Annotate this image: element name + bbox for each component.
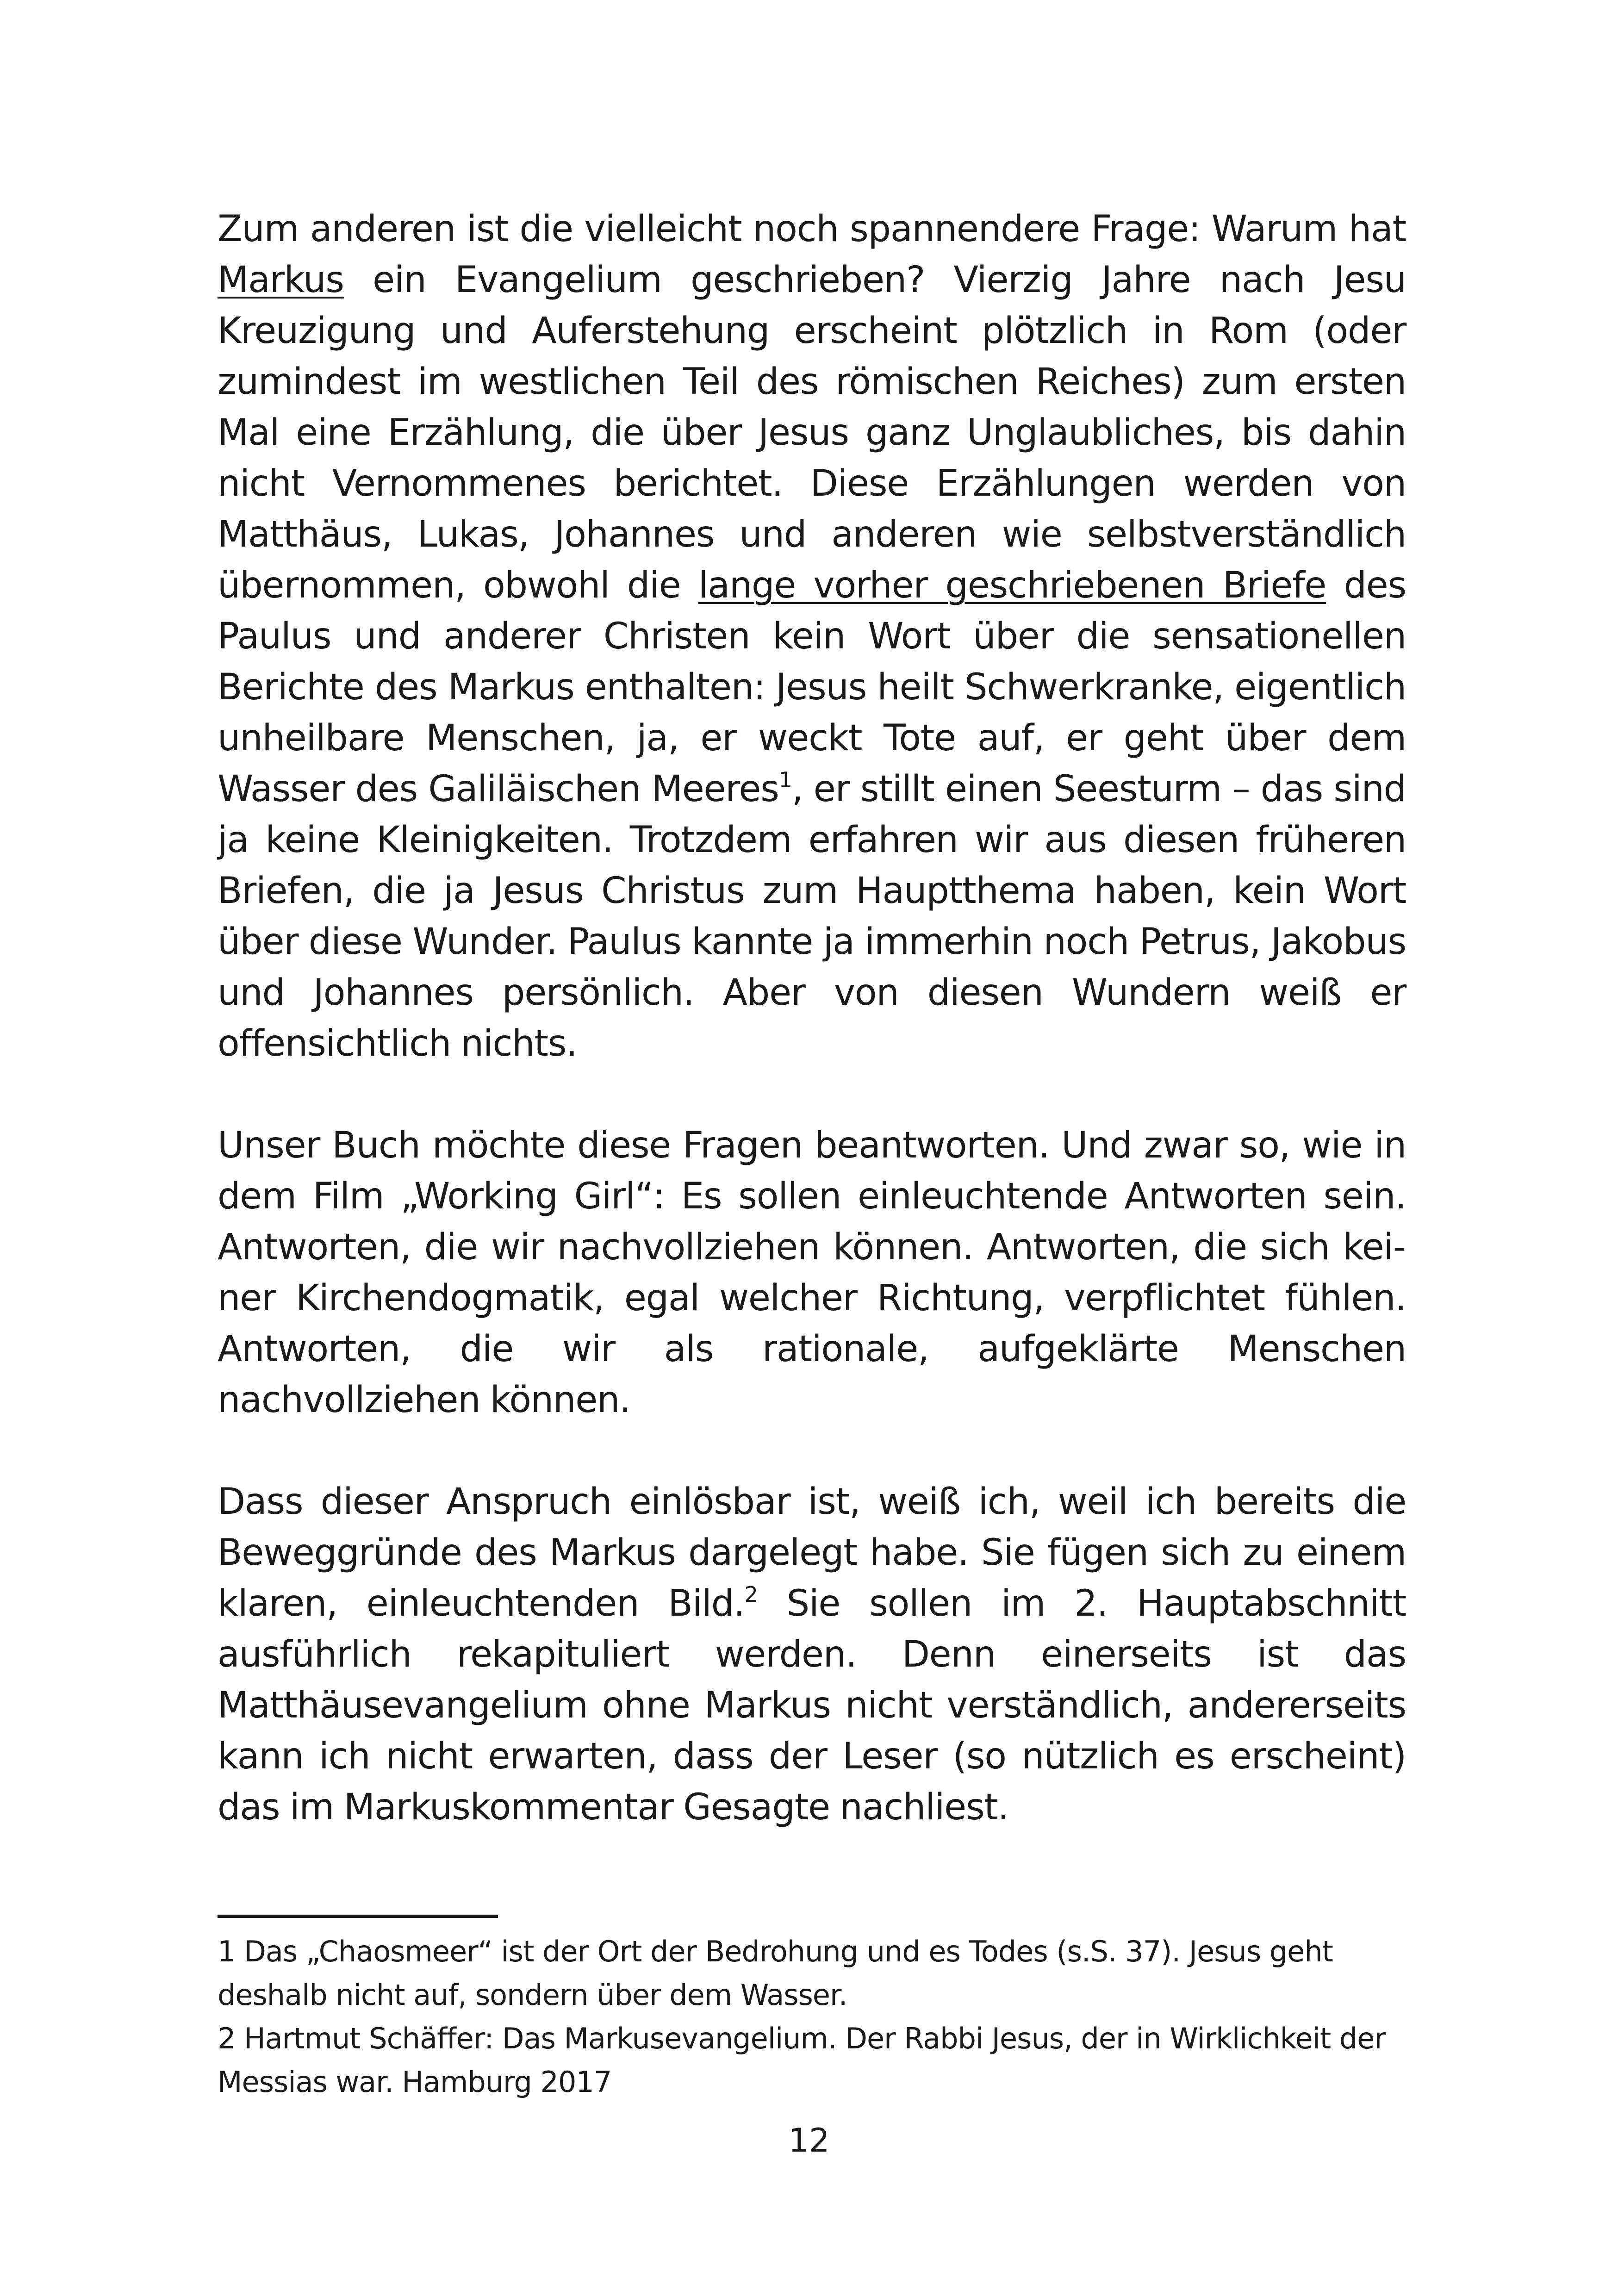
text-run: des Paulus und anderer Christen kein Wort über die sensationellen Berichte des Markus enthalten: Jesus heilt Schwerkranke, eigentlich unheilbare Menschen, ja, er weckt Tote auf, er geht über dem Wasser des Galiläischen Meeres (218, 565, 1406, 810)
text-run: Zum anderen ist die vielleicht noch spannendere Frage: Warum hat (218, 208, 1406, 250)
footnotes (218, 1930, 1406, 2104)
paragraph-1 (218, 204, 1406, 1069)
footnote-reference-1[interactable]: 1 (778, 767, 792, 792)
text-run: Unser Buch möchte diese Fragen beantworten. Und zwar so, wie in dem Film „Working Girl“: Es sollen einleuchtende Antworten sein. Antworten, die wir nachvollziehen können. Antworten, die sich keiner Kirchendogmatik, egal welcher Richtung, verpflichtet fühlen. Antworten, die wir als rationale, aufgeklärte Menschen nachvollziehen können. (218, 1125, 1406, 1421)
paragraph-3 (218, 1476, 1406, 1833)
underlined-text-markus: Markus (218, 259, 344, 301)
footnote-1: 1 Das „Chaosmeer“ ist der Ort der Bedrohung und es Todes (s.S. 37). Jesus geht deshalb nicht auf, sondern über dem Wasser. (218, 1935, 1333, 2012)
footnote-2: 2 Hartmut Schäffer: Das Markusevangelium. Der Rabbi Jesus, der in Wirklichkeit der Messias war. Hamburg 2017 (218, 2022, 1386, 2099)
footnote-reference-2[interactable]: 2 (744, 1582, 758, 1607)
underlined-text-briefe: lange vorher geschriebenen Briefe (698, 565, 1326, 606)
paragraph-2 (218, 1120, 1406, 1425)
text-run: Dass dieser Anspruch einlösbar ist, weiß ich, weil ich bereits die Beweggründe des Markus dargelegt habe. Sie fügen sich zu einem klaren, einleuchtenden Bild. (218, 1481, 1406, 1624)
text-run: , er stillt einen Seesturm – das sind ja keine Kleinigkeiten. Trotzdem erfahren wir aus diesen früheren Briefen, die ja Jesus Christus zum Hauptthema haben, kein Wort über diese Wunder. Paulus kannte ja immerhin noch Petrus, Jakobus und Johannes persönlich. Aber von diesen Wundern weiß er offensichtlich nichts. (218, 768, 1406, 1064)
page-number: 12 (788, 2122, 830, 2159)
main-text (218, 204, 1406, 1833)
text-run: Sie sollen im 2. Hauptabschnitt ausführlich rekapituliert werden. Denn einerseits ist das Matthäusevangelium ohne Markus nicht verständlich, andererseits kann ich nicht erwarten, dass der Leser (so nützlich es erscheint) das im Markuskommentar Gesagte nachliest. (218, 1583, 1406, 1828)
text-run: ein Evangelium geschrieben? Vierzig Jahre nach Jesu Kreuzigung und Auferstehung erscheint plötzlich in Rom (oder zumindest im westlichen Teil des römischen Reiches) zum ersten Mal eine Erzählung, die über Jesus ganz Unglaubliches, bis dahin nicht Vernommenes berichtet. Diese Erzählungen werden von Matthäus, Lukas, Johannes und anderen wie selbstverständlich übernommen, obwohl die (218, 259, 1406, 606)
footnote-divider (218, 1915, 498, 1918)
